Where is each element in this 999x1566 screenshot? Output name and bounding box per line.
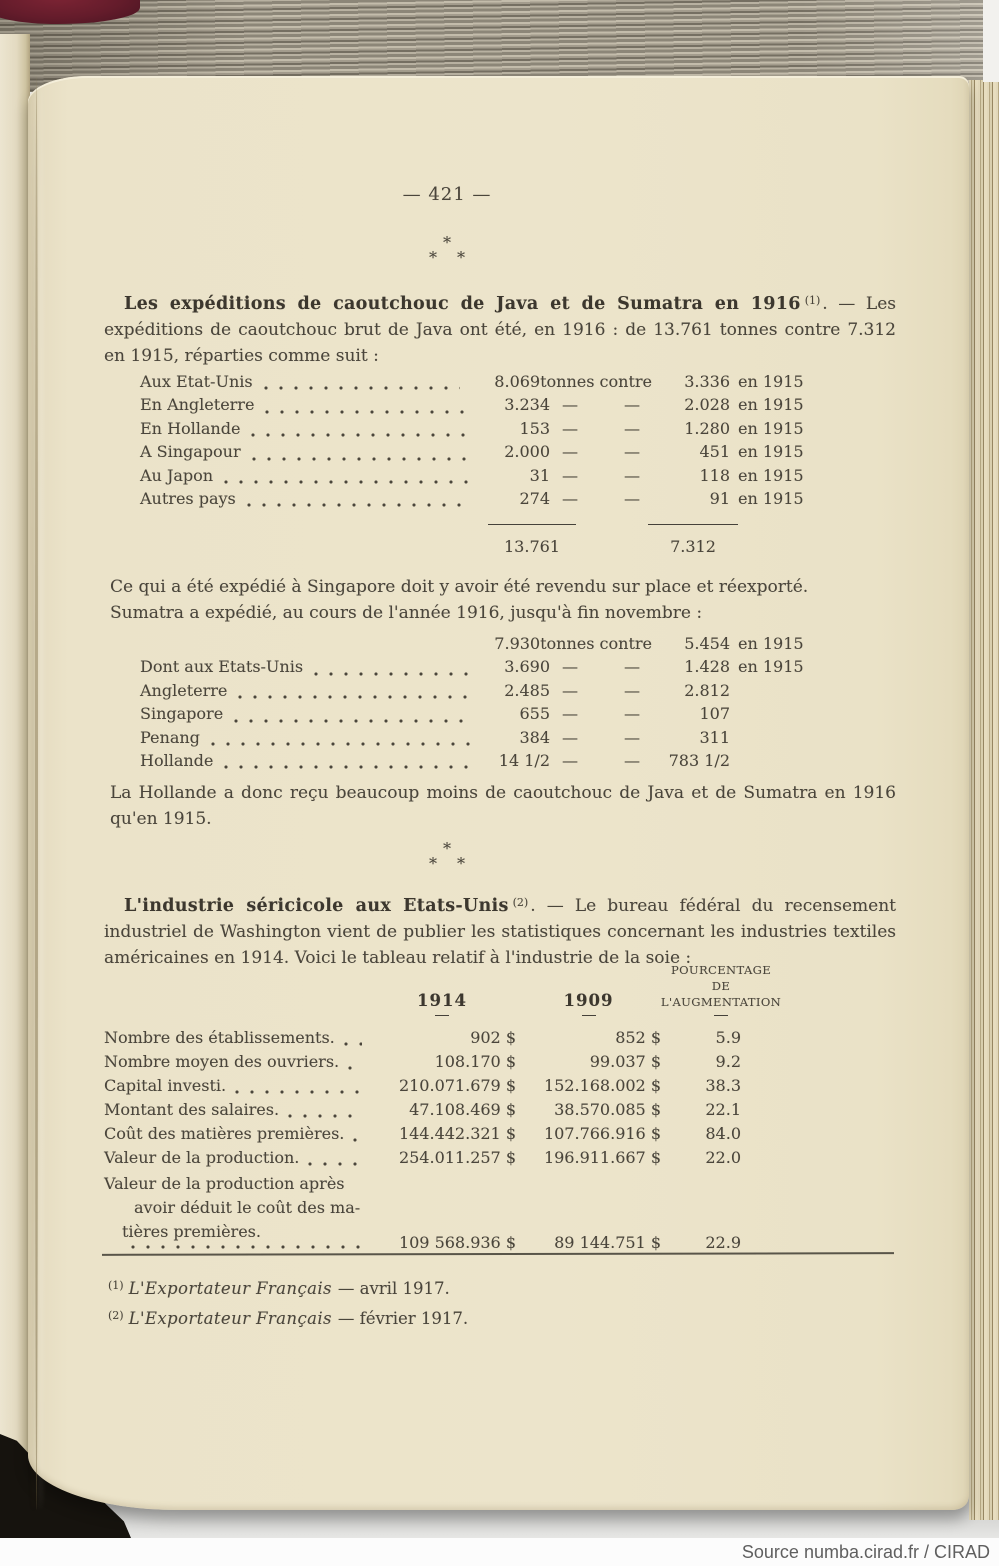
row-label: Penang	[140, 727, 200, 747]
value-suffix: en 1915	[738, 465, 804, 485]
value-1914: 144.442.321 $	[398, 1124, 516, 1143]
mid-dash: —	[562, 657, 578, 677]
value-1909: 38.570.085 $	[554, 1100, 661, 1119]
row-label: Montant des salaires.	[104, 1100, 280, 1119]
row-label: Hollande	[140, 750, 214, 770]
value-1909: 852 $	[615, 1028, 661, 1047]
value-1916: 8.069	[494, 372, 541, 391]
value-1909: 99.037 $	[589, 1052, 661, 1071]
dot-leader	[347, 1065, 362, 1071]
mid-text: tonnes contre	[540, 372, 652, 391]
mid-dash: —	[562, 680, 578, 700]
value-1915: 451	[699, 442, 730, 462]
table-row	[104, 1052, 741, 1076]
label-line: avoir déduit le coût des ma-	[134, 1198, 361, 1217]
footnote-date: — février 1917.	[337, 1309, 469, 1328]
footnote-ref-2: (2)	[512, 896, 529, 909]
mid-cell	[550, 395, 652, 414]
mid-cell	[550, 442, 652, 461]
table-row	[104, 419, 810, 442]
mid-dash: —	[624, 727, 640, 747]
footnote-marker: (2)	[108, 1309, 124, 1322]
asterisk-top: *	[443, 839, 451, 858]
value-percentage: 22.9	[705, 1233, 741, 1252]
java-intro-paragraph	[104, 288, 896, 369]
value-1916: 3.234	[504, 395, 550, 415]
dot-leader	[223, 479, 470, 485]
mid-dash: —	[562, 750, 578, 770]
value-1915: 1.428	[684, 657, 730, 677]
mid-dash: —	[562, 704, 578, 724]
mid-cell	[550, 657, 652, 676]
value-1916: 2.485	[504, 680, 550, 700]
table-row	[104, 1124, 741, 1148]
table-row	[104, 704, 810, 727]
value-1909: 196.911.667 $	[543, 1148, 661, 1167]
asterisk-top: *	[443, 233, 451, 252]
footnote-date: — avril 1917.	[337, 1279, 450, 1298]
mid-cell	[550, 681, 652, 700]
value-1909: 89 144.751 $	[554, 1233, 661, 1252]
value-1914: 109 568.936 $	[398, 1233, 516, 1252]
dot-leader	[246, 502, 470, 508]
table-row-multiline	[104, 1172, 741, 1255]
dot-leader	[250, 432, 470, 438]
value-1916: 2.000	[504, 442, 550, 462]
mid-dash: —	[624, 418, 640, 438]
total-1916: 13.761	[488, 524, 576, 556]
value-1915: 3.336	[684, 372, 730, 391]
dot-leader	[263, 385, 461, 391]
mid-cell	[550, 751, 652, 770]
value-1916: 31	[529, 465, 550, 485]
table-row	[104, 1076, 741, 1100]
dot-leader	[233, 718, 470, 724]
mid-dash: —	[562, 488, 578, 508]
mid-text: tonnes contre	[540, 634, 652, 653]
footnote-ref-1: (1)	[804, 294, 821, 307]
value-1909: 152.168.002 $	[543, 1076, 661, 1095]
col-header-percentage	[646, 962, 796, 1016]
footnote-rule	[102, 1252, 894, 1256]
header-label-line: POURCENTAGE	[670, 963, 772, 977]
value-suffix: en 1915	[738, 488, 804, 508]
value-suffix: en 1915	[738, 395, 804, 415]
table-row	[104, 657, 810, 680]
value-1914: 108.170 $	[434, 1052, 516, 1071]
row-label: Angleterre	[140, 680, 228, 700]
sumatra-shipments-table	[104, 634, 810, 774]
header-label: 1914	[417, 991, 467, 1010]
dot-leader	[130, 1244, 362, 1250]
value-1914: 254.011.257 $	[398, 1148, 516, 1167]
value-suffix: en 1915	[738, 442, 804, 462]
mid-cell	[550, 419, 652, 438]
java-intro-text: . — Les expéditions de caoutchouc brut de Java ont été, en 1916 : de 13.761 tonnes contre 7.312 en 1915, réparties comme suit :	[104, 294, 897, 366]
dot-leader	[343, 1041, 362, 1047]
value-percentage: 38.3	[705, 1076, 741, 1095]
mid-dash: —	[562, 465, 578, 485]
footnotes	[108, 1272, 468, 1332]
table-row	[104, 395, 810, 418]
asterisk-pair: * *	[428, 248, 466, 267]
row-label: En Hollande	[140, 418, 241, 438]
silk-section-heading: L'industrie séricicole aux Etats-Unis	[124, 896, 509, 916]
footnote	[108, 1302, 468, 1332]
value-1915: 2.812	[684, 680, 730, 700]
header-label-line: L'AUGMENTATION	[660, 995, 782, 1009]
table-row	[104, 751, 810, 774]
value-1915: 1.280	[684, 418, 730, 438]
mid-dash: —	[562, 727, 578, 747]
value-1915: 91	[709, 488, 730, 508]
row-label: Valeur de la production.	[104, 1148, 300, 1167]
mid-dash: —	[624, 442, 640, 462]
label-line: Valeur de la production après	[104, 1174, 345, 1193]
footnote	[108, 1272, 468, 1302]
table-row	[104, 1028, 741, 1052]
paragraph-line: Ce qui a été expédié à Singapore doit y avoir été revendu sur place et réexporté.	[110, 577, 809, 597]
row-label: Nombre moyen des ouvriers.	[104, 1052, 340, 1071]
silk-intro-text: . — Le bureau fédéral du recensement industriel de Washington vient de publier les statistiques concernant les industries textiles américaines en 1914. Voici le tableau relatif à l'industrie de la soie :	[104, 896, 896, 968]
singapore-paragraph	[104, 574, 896, 626]
row-label: Capital investi.	[104, 1076, 227, 1095]
mid-cell	[550, 704, 652, 723]
header-rule	[435, 1015, 449, 1016]
value-1916: 14 1/2	[498, 750, 550, 770]
value-1909: 107.766.916 $	[543, 1124, 661, 1143]
value-1915: 2.028	[684, 395, 730, 415]
value-percentage: 22.1	[705, 1100, 741, 1119]
dot-leader	[251, 456, 470, 462]
paragraph-line: qu'en 1915.	[110, 809, 212, 829]
row-label-multiline	[104, 1172, 368, 1255]
paragraph-line: La Hollande a donc reçu beaucoup moins de caoutchouc de Java et de Sumatra en 1916	[110, 783, 896, 803]
value-1915: 311	[699, 727, 730, 747]
dot-leader	[114, 647, 460, 653]
asterisk-pair: * *	[428, 854, 466, 873]
value-1914: 210.071.679 $	[398, 1076, 516, 1095]
page-number: — 421 —	[402, 184, 492, 205]
col-header-1909	[516, 991, 661, 1016]
row-label: Dont aux Etats-Unis	[140, 657, 304, 677]
label-text: tières premières.	[122, 1222, 261, 1241]
dot-leader	[313, 671, 470, 677]
row-label: Nombre des établissements.	[104, 1028, 335, 1047]
mid-cell	[540, 372, 652, 391]
mid-dash: —	[624, 488, 640, 508]
value-suffix: en 1915	[738, 657, 804, 677]
dot-leader	[237, 694, 470, 700]
table-row	[104, 1100, 741, 1124]
value-1915: 783 1/2	[668, 750, 730, 770]
mid-dash: —	[562, 418, 578, 438]
row-label: Coût des matières premières.	[104, 1124, 345, 1143]
dot-leader	[234, 1089, 362, 1095]
value-1915: 5.454	[684, 634, 730, 653]
row-label: Autres pays	[140, 488, 236, 508]
asterism-separator	[0, 839, 894, 873]
dot-leader	[210, 741, 470, 747]
value-1914: 902 $	[470, 1028, 516, 1047]
header-rule	[582, 1015, 596, 1016]
value-1916: 3.690	[504, 657, 550, 677]
mid-dash: —	[624, 704, 640, 724]
row-label: Singapore	[140, 704, 224, 724]
row-label: En Angleterre	[140, 395, 255, 415]
label-line	[104, 1220, 368, 1250]
table-row	[104, 1148, 741, 1172]
value-suffix: en 1915	[738, 418, 804, 438]
value-1916: 153	[519, 418, 550, 438]
mid-dash: —	[624, 395, 640, 415]
mid-cell	[540, 634, 652, 653]
mid-dash: —	[562, 395, 578, 415]
mid-cell	[550, 728, 652, 747]
table-row	[104, 634, 810, 657]
dot-leader	[307, 1161, 362, 1167]
stat-table-header	[104, 962, 782, 1016]
dot-leader	[352, 1137, 362, 1143]
col-header-1914	[368, 991, 516, 1016]
table-totals	[104, 524, 810, 556]
paragraph-line: Sumatra a expédié, au cours de l'année 1916, jusqu'à fin novembre :	[110, 603, 703, 623]
table-row	[104, 681, 810, 704]
value-suffix: en 1915	[738, 634, 804, 653]
value-percentage: 9.2	[715, 1052, 741, 1071]
table-row	[104, 442, 810, 465]
value-1915: 118	[699, 465, 730, 485]
row-label: Au Japon	[140, 465, 214, 485]
header-rule	[714, 1015, 728, 1016]
mid-dash: —	[624, 657, 640, 677]
value-percentage: 5.9	[715, 1028, 741, 1047]
java-section-heading: Les expéditions de caoutchouc de Java et de Sumatra en 1916	[124, 294, 801, 314]
asterism-separator	[0, 233, 894, 267]
value-1916: 7.930	[494, 634, 541, 653]
silk-statistics-table	[104, 962, 782, 1255]
row-label: Aux Etat-Unis	[140, 372, 253, 391]
table-row	[104, 489, 810, 512]
mid-dash: —	[624, 680, 640, 700]
value-percentage: 22.0	[705, 1148, 741, 1167]
mid-dash: —	[624, 750, 640, 770]
table-row	[104, 466, 810, 489]
silk-intro-paragraph	[104, 890, 896, 971]
footnote-source-title: L'Exportateur Français	[128, 1309, 332, 1328]
header-label: 1909	[563, 991, 614, 1010]
value-percentage: 84.0	[705, 1124, 741, 1143]
table-row	[104, 728, 810, 751]
value-1916: 655	[519, 704, 550, 724]
source-credit: Source numba.cirad.fr / CIRAD	[741, 1541, 990, 1562]
value-1914: 47.108.469 $	[409, 1100, 516, 1119]
value-1915: 107	[699, 704, 730, 724]
hollande-paragraph	[104, 780, 896, 832]
total-1915: 7.312	[648, 524, 738, 556]
mid-dash: —	[624, 465, 640, 485]
dot-leader	[264, 409, 470, 415]
source-credit-bar	[0, 1538, 999, 1566]
table-row	[104, 372, 810, 395]
row-label: A Singapour	[140, 442, 241, 462]
value-1916: 274	[519, 488, 550, 508]
java-shipments-table	[104, 372, 810, 556]
mid-cell	[550, 466, 652, 485]
mid-cell	[550, 489, 652, 508]
value-suffix: en 1915	[738, 372, 804, 391]
dot-leader	[223, 764, 470, 770]
dot-leader	[287, 1113, 362, 1119]
footnote-marker: (1)	[108, 1279, 124, 1292]
header-label-line: DE	[711, 979, 731, 993]
value-1916: 384	[519, 727, 550, 747]
footnote-source-title: L'Exportateur Français	[128, 1279, 332, 1298]
mid-dash: —	[562, 442, 578, 462]
